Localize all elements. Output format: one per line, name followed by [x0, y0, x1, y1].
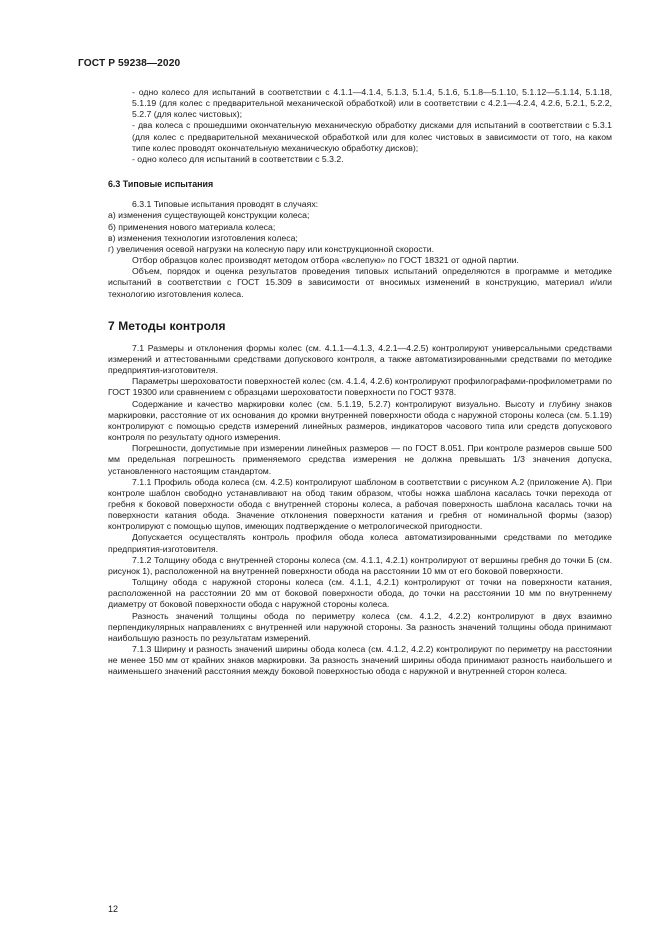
- list-item: а) изменения существующей конструкции колеса;: [108, 210, 310, 221]
- page-number: 12: [108, 904, 119, 914]
- paragraph: Допускается осуществлять контроль профиля обода колеса автоматизированными средствами по методике предприятия-изготовителя.: [108, 532, 612, 554]
- document-body: [108, 87, 612, 678]
- paragraph: 7.1 Размеры и отклонения формы колес (см. 4.1.1—4.1.3, 4.2.1—4.2.5) контролируют универсальными средствами измерений и аттестованными средствами допускового контроля, а также автоматизированными средствами по методике предприятия-изготовителя.: [108, 342, 612, 376]
- paragraph: Толщину обода с наружной стороны колеса (см. 4.1.1, 4.2.1) контролируют от точки на поверхности катания, расположенной на расстоянии 20 мм от боковой поверхности обода, до точки на расстоянии 10 мм по внутреннему диаметру от боковой поверхности обода с наружной стороны колеса.: [108, 577, 612, 610]
- paragraph: 6.3.1 Типовые испытания проводят в случаях:: [132, 199, 319, 210]
- list-item: г) увеличения осевой нагрузки на колесную пару или конструкционной скорости.: [108, 243, 434, 254]
- paragraph: Разность значений толщины обода по периметру колеса (см. 4.1.2, 4.2.2) контролируют в двух взаимно перпендикулярных направлениях с внутренней или наружной стороны. За разность значений толщины обода принимают наибольшую разность по результатам измерений.: [108, 610, 612, 643]
- paragraph: Содержание и качество маркировки колес (см. 5.1.19, 5.2.7) контролируют визуально. Высоту и глубину знаков маркировки, расстояние от их основания до кромки внутренней поверхности обода с наружной стороны колеса (см. 5.1.19) контролируют с помощью средств измерений линейных размеров, индикаторов часового типа или средств допускового контроля по результату одного измерения.: [108, 398, 612, 443]
- paragraph: Объем, порядок и оценка результатов проведения типовых испытаний определяются в программе и методике испытаний в соответствии с ГОСТ 15.309 в зависимости от вносимых изменений в конструкцию, материал и/или технологию изготовления колеса.: [108, 266, 612, 299]
- bullet-paragraph: - одно колесо для испытаний в соответствии с 4.1.1—4.1.4, 5.1.3, 5.1.4, 5.1.6, 5.1.8—5.1.10, 5.1.12—5.1.14, 5.1.18, 5.1.19 (для колес с предварительной механической обработкой) или в соответствии с 4.2.1—4.2.4, 4.2.6, 5.2.1, 5.2.2, 5.2.7 (для колес чистовых);: [132, 87, 612, 120]
- paragraph: Погрешности, допустимые при измерении линейных размеров — по ГОСТ 8.051. При контроле размеров свыше 500 мм предельная погрешность применяемого средства измерения не должна превышать 1/3 значения допуска, установленного настоящим стандартом.: [108, 443, 612, 476]
- paragraph: Параметры шероховатости поверхностей колес (см. 4.1.4, 4.2.6) контролируют профилографами-профилометрами по ГОСТ 19300 или сравнением с образцами шероховатости поверхности по ГОСТ 9378.: [108, 376, 612, 398]
- paragraph: 7.1.2 Толщину обода с внутренней стороны колеса (см. 4.1.1, 4.2.1) контролируют от вершины гребня до точки Б (см. рисунок 1), расположенной на внутренней поверхности обода на расстоянии 10 мм от его боковой поверхности.: [108, 554, 612, 576]
- list-item: б) применения нового материала колеса;: [108, 221, 276, 232]
- document-header: ГОСТ Р 59238—2020: [78, 58, 181, 69]
- list-item: в) изменения технологии изготовления колеса;: [108, 232, 298, 243]
- paragraph: 7.1.1 Профиль обода колеса (см. 4.2.5) контролируют шаблоном в соответствии с рисунком А.2 (приложение А). При контроле шаблон свободно устанавливают на обод таким образом, чтобы ножка шаблона касалась точки перехода от гребня к боковой поверхности обода с внутренней стороны колеса, а рабочая поверхность шаблона касалась точки на поверхности катания обода. Значение отклонения поверхности катания и гребня от номинальной формы (зазор) контролируют с помощью щупов, имеющих подтверждение о метрологической пригодности.: [108, 476, 612, 532]
- bullet-paragraph: - одно колесо для испытаний в соответствии с 5.3.2.: [132, 153, 344, 164]
- section-heading-7: 7 Методы контроля: [108, 318, 226, 333]
- paragraph: 7.1.3 Ширину и разность значений ширины обода колеса (см. 4.1.2, 4.2.2) контролируют по периметру на расстоянии не менее 150 мм от крайних знаков маркировки. За разность значений ширины обода принимают разность наибольшего и наименьшего значений расстояния между боковой поверхностью обода с наружной и внутренней сторон колеса.: [108, 644, 612, 677]
- paragraph: Отбор образцов колес производят методом отбора «вслепую» по ГОСТ 18321 от одной партии.: [132, 255, 519, 266]
- section-heading-6-3: 6.3 Типовые испытания: [108, 179, 214, 190]
- bullet-paragraph: - два колеса с прошедшими окончательную механическую обработку дисками для испытаний в соответствии с 5.3.1 (для колес с предварительной механической обработкой или для колес чистовых в зависимости от того, на каком типе колес проводят окончательную механическую обработку дисков);: [132, 120, 612, 153]
